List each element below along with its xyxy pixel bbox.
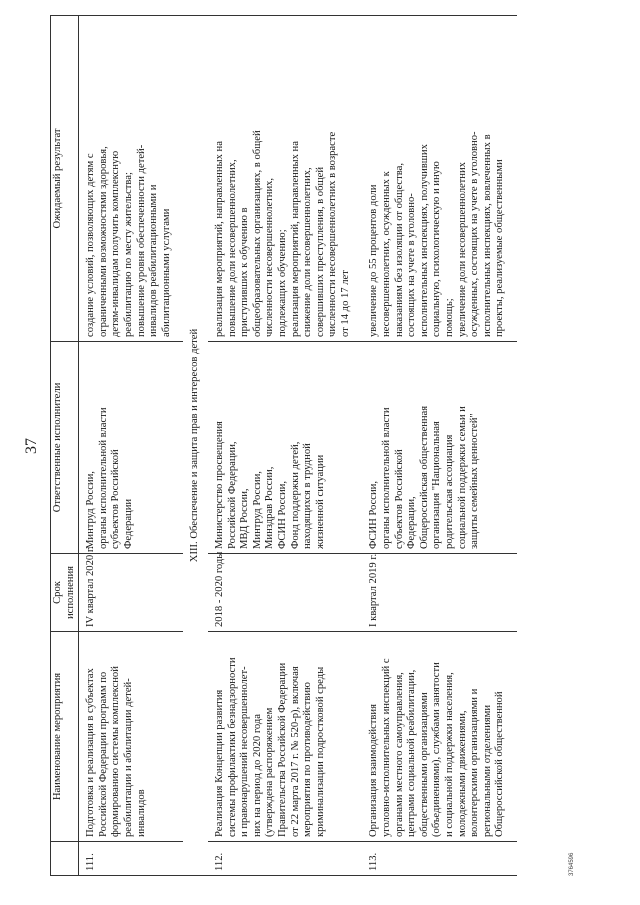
cell-line: от 22 марта 2017 г. № 520-р), включая <box>289 666 301 837</box>
cell-line: находящихся в трудной <box>302 443 314 549</box>
measures-table <box>50 15 517 876</box>
cell-line: и социальной поддержки населения, <box>444 672 456 837</box>
cell-line: инвалидов <box>135 789 147 837</box>
executors-cell <box>79 342 184 554</box>
cell-line: (объединениями), службами занятости <box>431 662 443 837</box>
cell-line: защиты семейных ценностей" <box>469 413 481 549</box>
cell-line: увеличение до 55 процентов доли <box>368 184 380 337</box>
rotated-document-page <box>20 16 580 876</box>
cell-line: Минздрав России, <box>264 466 276 549</box>
expected-result-cell <box>208 16 363 342</box>
header-executors: Ответственные исполнители <box>51 342 79 554</box>
cell-line: численности несовершеннолетних, <box>264 177 276 337</box>
cell-line: осужденных, состоящих на учете в уголовно- <box>469 131 481 337</box>
expected-result-cell <box>79 16 184 342</box>
cell-line: Реализация Концепции развития <box>213 689 225 837</box>
cell-line: органы исполнительной власти <box>381 407 393 549</box>
expected-result-cell <box>362 16 517 342</box>
cell-line: совершивших преступления, в общей <box>314 167 326 337</box>
cell-line: мероприятия по противодействию <box>302 682 314 837</box>
cell-line: Федерации <box>122 498 134 549</box>
cell-line: реабилитацию по месту жительства; <box>122 172 134 337</box>
cell-line: помощь; <box>444 298 456 337</box>
cell-line: приступивших к обучению в <box>239 207 251 337</box>
cell-line: социальную, психологическую и иную <box>431 161 443 337</box>
cell-line: региональными отделениями <box>481 704 493 837</box>
document-code: 3764596 <box>569 852 575 876</box>
table-body <box>79 16 517 876</box>
section-row <box>183 16 208 876</box>
cell-line: увеличение доли несовершеннолетних <box>456 162 468 337</box>
cell-line: Министерство просвещения <box>213 421 225 549</box>
cell-line: реабилитации и абилитации детей- <box>122 678 134 837</box>
measure-name-cell <box>79 632 184 842</box>
cell-line: реализация мероприятий, направленных на <box>289 141 301 337</box>
cell-line: Общероссийская общественная <box>418 405 430 549</box>
cell-line: наказаниям без изоляции от общества, <box>393 163 405 337</box>
cell-line: повышение доли несовершеннолетних, <box>226 159 238 337</box>
cell-line: подлежащих обучению; <box>276 229 288 337</box>
cell-line: общеобразовательных организациях, в общей <box>251 130 263 337</box>
cell-line: них на период до 2020 года <box>251 713 263 837</box>
cell-line: организация "Национальная <box>431 421 443 549</box>
cell-line: (утверждена распоряжением <box>264 707 276 837</box>
deadline-cell <box>79 546 184 632</box>
table-row <box>362 16 517 876</box>
cell-line: численности несовершеннолетних в возрасте <box>327 131 339 337</box>
header-expected-result: Ожидаемый результат <box>51 16 79 342</box>
cell-line: снижение доли несовершеннолетних, <box>302 167 314 337</box>
cell-line: Российской Федерации, <box>226 441 238 549</box>
row-number: 113. <box>362 842 517 876</box>
cell-line: социальной поддержки семьи и <box>456 406 468 549</box>
measure-name-cell <box>362 632 517 842</box>
header-measure-name: Наименование мероприятия <box>51 632 79 842</box>
cell-line: исполнительных инспекциях, вовлеченных в <box>481 134 493 337</box>
cell-line: IV квартал 2020 г. <box>85 546 97 627</box>
cell-line: субъектов Российской <box>110 449 122 549</box>
cell-line: родительская ассоциация <box>444 434 456 549</box>
cell-line: проекты, реализуемые общественными <box>494 159 506 337</box>
table-header-row <box>51 16 79 876</box>
header-number <box>51 842 79 876</box>
cell-line: волонтерскими организациями и <box>469 688 481 837</box>
cell-line: общественными организациями <box>418 692 430 837</box>
cell-line: несовершеннолетних, осужденных к <box>381 171 393 337</box>
executors-cell <box>208 342 363 554</box>
cell-line: Подготовка и реализация в субъектах <box>85 668 97 837</box>
cell-line: Фонд поддержки детей, <box>289 441 301 549</box>
cell-line: молодежными движениями, <box>456 710 468 837</box>
cell-line: повышение уровня обеспеченности детей- <box>135 144 147 337</box>
cell-line: ФСИН России, <box>368 481 380 549</box>
cell-line: реализация мероприятий, направленных на <box>213 141 225 337</box>
cell-line: уголовно-исполнительных инспекций с <box>381 658 393 837</box>
cell-line: Минтруд России, <box>85 471 97 549</box>
cell-line: ФСИН России, <box>276 481 288 549</box>
cell-line: создание условий, позволяющих детям с <box>85 153 97 337</box>
cell-line: от 14 до 17 лет <box>339 270 351 337</box>
cell-line: жизненной ситуации <box>314 454 326 549</box>
section-title: XIII. Обеспечение и защита прав и интересов детей <box>183 16 208 876</box>
executors-cell <box>362 342 517 554</box>
cell-line: субъектов Российской <box>393 449 405 549</box>
cell-line: Правительства Российской Федерации <box>276 662 288 837</box>
measure-name-cell <box>208 632 363 842</box>
cell-line: формированию системы комплексной <box>110 666 122 837</box>
cell-line: ограниченными возможностями здоровья, <box>97 146 109 337</box>
deadline-cell <box>208 551 363 632</box>
cell-line: детям-инвалидам получить комплексную <box>110 150 122 337</box>
cell-line: инвалидов реабилитационными и <box>148 184 160 337</box>
table-row <box>208 16 363 876</box>
page-number: 37 <box>23 438 40 454</box>
table-row <box>79 16 184 876</box>
cell-line: криминализации подростковой среды <box>314 666 326 837</box>
cell-line: органами местного самоуправления, <box>393 672 405 837</box>
row-number: 112. <box>208 842 363 876</box>
cell-line: центрами социальной реабилитации, <box>406 669 418 837</box>
cell-line: I квартал 2019 г. <box>368 553 380 627</box>
cell-line: МВД России, <box>239 488 251 549</box>
cell-line: системы профилактики безнадзорности <box>226 657 238 837</box>
cell-line: Общероссийской общественной <box>494 691 506 837</box>
cell-line: органы исполнительной власти <box>97 407 109 549</box>
cell-line: Российской Федерации программ по <box>97 671 109 837</box>
cell-line: Федерации, <box>406 496 418 549</box>
cell-line: и правонарушений несовершеннолет- <box>239 666 251 837</box>
deadline-cell <box>362 554 517 632</box>
header-deadline: Срок исполнения <box>51 554 79 632</box>
cell-line: Организация взаимодействия <box>368 704 380 837</box>
cell-line: исполнительных инспекциях, получивших <box>418 144 430 337</box>
cell-line: абилитационными услугами <box>160 208 172 337</box>
row-number: 111. <box>79 842 184 876</box>
cell-line: 2018 - 2020 годы <box>213 551 225 627</box>
cell-line: состоящих на учете в уголовно- <box>406 193 418 337</box>
cell-line: Минтруд России, <box>251 471 263 549</box>
